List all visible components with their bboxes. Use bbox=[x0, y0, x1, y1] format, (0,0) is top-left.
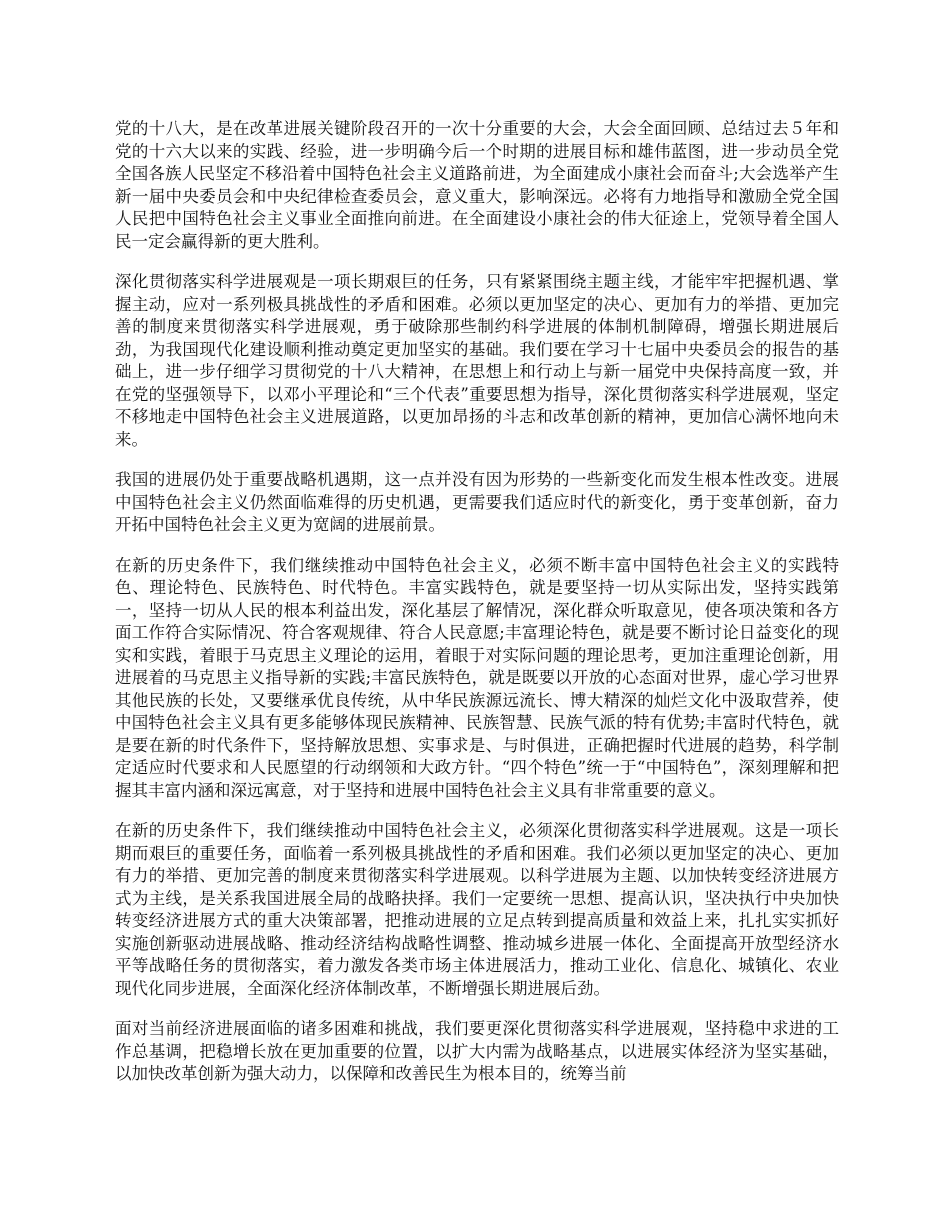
paragraph-5: 在新的历史条件下，我们继续推动中国特色社会主义，必须深化贯彻落实科学进展观。这是一项长期而艰巨的重要任务，面临着一系列极具挑战性的矛盾和困难。我们必须以更加坚定的决心、更加有力的举措、更加完善的制度来贯彻落实科学进展观。以科学进展为主题、以加快转变经济进展方式为主线，是关系我国进展全局的战略抉择。我们一定要统一思想、提高认识，坚决执行中央加快转变经济进展方式的重大决策部署，把推动进展的立足点转到提高质量和效益上来，扎扎实实抓好实施创新驱动进展战略、推动经济结构战略性调整、推动城乡进展一体化、全面提高开放型经济水平等战略任务的贯彻落实，着力激发各类市场主体进展活力，推动工业化、信息化、城镇化、农业现代化同步进展，全面深化经济体制改革，不断增强长期进展后劲。 bbox=[115, 821, 839, 998]
paragraph-2: 深化贯彻落实科学进展观是一项长期艰巨的任务，只有紧紧围绕主题主线，才能牢牢把握机遇、掌握主动，应对一系列极具挑战性的矛盾和困难。必须以更加坚定的决心、更加有力的举措、更加完善的制度来贯彻落实科学进展观，勇于破除那些制约科学进展的体制机制障碍，增强长期进展后劲，为我国现代化建设顺利推动奠定更加坚实的基础。我们要在学习十七届中央委员会的报告的基础上，进一步仔细学习贯彻党的十八大精神，在思想上和行动上与新一届党中央保持高度一致，并在党的坚强领导下，以邓小平理论和“三个代表”重要思想为指导，深化贯彻落实科学进展观，坚定不移地走中国特色社会主义进展道路，以更加昂扬的斗志和改革创新的精神，更加信心满怀地向未来。 bbox=[115, 272, 839, 449]
paragraph-4: 在新的历史条件下，我们继续推动中国特色社会主义，必须不断丰富中国特色社会主义的实践特色、理论特色、民族特色、时代特色。丰富实践特色，就是要坚持一切从实际出发，坚持实践第一，坚持一切从人民的根本利益出发，深化基层了解情况，深化群众听取意见，使各项决策和各方面工作符合实际情况、符合客观规律、符合人民意愿;丰富理论特色，就是要不断讨论日益变化的现实和实践，着眼于马克思主义理论的运用，着眼于对实际问题的理论思考，更加注重理论创新，用进展着的马克思主义指导新的实践;丰富民族特色，就是既要以开放的心态面对世界，虚心学习世界其他民族的长处，又要继承优良传统，从中华民族源远流长、博大精深的灿烂文化中汲取营养，使中国特色社会主义具有更多能够体现民族精神、民族智慧、民族气派的特有优势;丰富时代特色，就是要在新的时代条件下，坚持解放思想、实事求是、与时俱进，正确把握时代进展的趋势，科学制定适应时代要求和人民愿望的行动纲领和大政方针。“四个特色”统一于“中国特色”，深刻理解和把握其丰富内涵和深远寓意，对于坚持和进展中国特色社会主义具有非常重要的意义。 bbox=[115, 555, 839, 800]
paragraph-1: 党的十八大，是在改革进展关键阶段召开的一次十分重要的大会，大会全面回顾、总结过去５年和党的十六大以来的实践、经验，进一步明确今后一个时期的进展目标和雄伟蓝图，进一步动员全党全国各族人民坚定不移沿着中国特色社会主义道路前进，为全面建成小康社会而奋斗;大会选举产生新一届中央委员会和中央纪律检查委员会，意义重大，影响深远。必将有力地指导和激励全党全国人民把中国特色社会主义事业全面推向前进。在全面建设小康社会的伟大征途上，党领导着全国人民一定会赢得新的更大胜利。 bbox=[115, 119, 839, 251]
document-page bbox=[115, 118, 839, 1104]
paragraph-3: 我国的进展仍处于重要战略机遇期，这一点并没有因为形势的一些新变化而发生根本性改变。进展中国特色社会主义仍然面临难得的历史机遇，更需要我们适应时代的新变化，勇于变革创新，奋力开拓中国特色社会主义更为宽阔的进展前景。 bbox=[115, 470, 839, 534]
paragraph-6: 面对当前经济进展面临的诸多困难和挑战，我们要更深化贯彻落实科学进展观，坚持稳中求进的工作总基调，把稳增长放在更加重要的位置，以扩大内需为战略基点，以进展实体经济为坚实基础，以加快改革创新为强大动力，以保障和改善民生为根本目的，统筹当前 bbox=[115, 1019, 839, 1083]
